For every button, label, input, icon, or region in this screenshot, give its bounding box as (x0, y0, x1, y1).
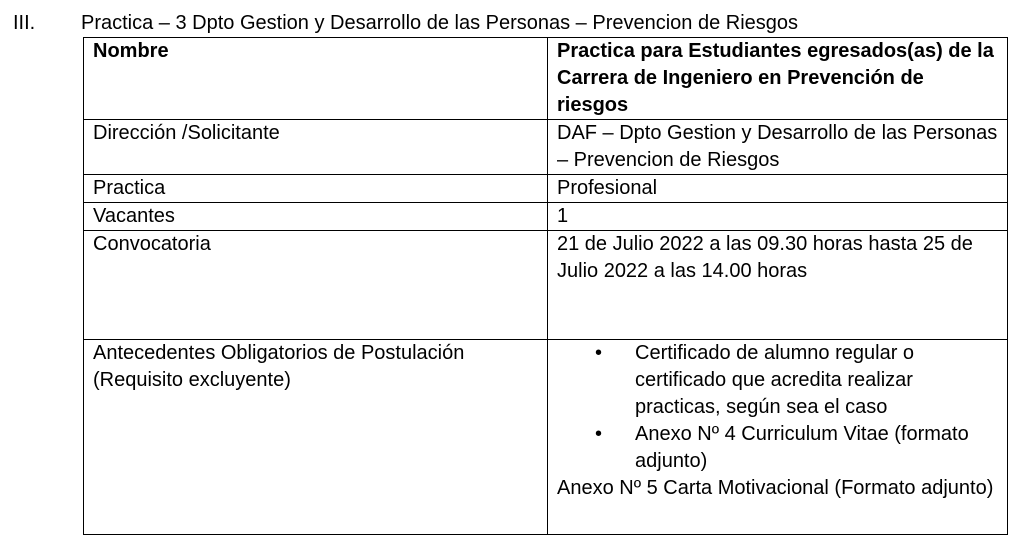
table-row-convocatoria (84, 231, 1008, 340)
bullet-icon: • (595, 342, 603, 364)
requirements-list (557, 340, 999, 475)
row-label-antecedentes: Antecedentes Obligatorios de Postulación (Requisito excluyente) (84, 340, 548, 535)
requirement-extra-text: Anexo Nº 5 Carta Motivacional (Formato adjunto) (557, 477, 994, 499)
row-value-practica: Profesional (548, 175, 1008, 203)
row-label-convocatoria: Convocatoria (84, 231, 548, 340)
row-value-nombre: Practica para Estudiantes egresados(as) de la Carrera de Ingeniero en Prevención de riesgos (548, 38, 1008, 120)
requirement-text: Certificado de alumno regular o certificado que acredita realizar practicas, según sea el caso (635, 342, 915, 418)
section-heading (0, 10, 1024, 37)
row-value-vacantes: 1 (548, 203, 1008, 231)
row-value-direccion: DAF – Dpto Gestion y Desarrollo de las Personas – Prevencion de Riesgos (548, 120, 1008, 175)
table-row-vacantes (84, 203, 1008, 231)
requirement-item (557, 340, 999, 421)
row-label-direccion: Dirección /Solicitante (84, 120, 548, 175)
section-number: III. (13, 12, 36, 34)
row-label-nombre: Nombre (84, 38, 548, 120)
row-label-practica: Practica (84, 175, 548, 203)
table-row-direccion (84, 120, 1008, 175)
table-row-nombre (84, 38, 1008, 120)
row-value-convocatoria: 21 de Julio 2022 a las 09.30 horas hasta 25 de Julio 2022 a las 14.00 horas (548, 231, 1008, 340)
row-label-vacantes: Vacantes (84, 203, 548, 231)
requirement-text: Anexo Nº 4 Curriculum Vitae (formato adjunto) (635, 423, 969, 472)
table-row-practica (84, 175, 1008, 203)
section-title: Practica – 3 Dpto Gestion y Desarrollo de las Personas – Prevencion de Riesgos (81, 12, 799, 34)
bullet-icon: • (595, 423, 603, 445)
table-row-antecedentes (84, 340, 1008, 535)
internship-details-table (83, 37, 1008, 535)
row-value-antecedentes (548, 340, 1008, 535)
requirement-item (557, 421, 999, 475)
